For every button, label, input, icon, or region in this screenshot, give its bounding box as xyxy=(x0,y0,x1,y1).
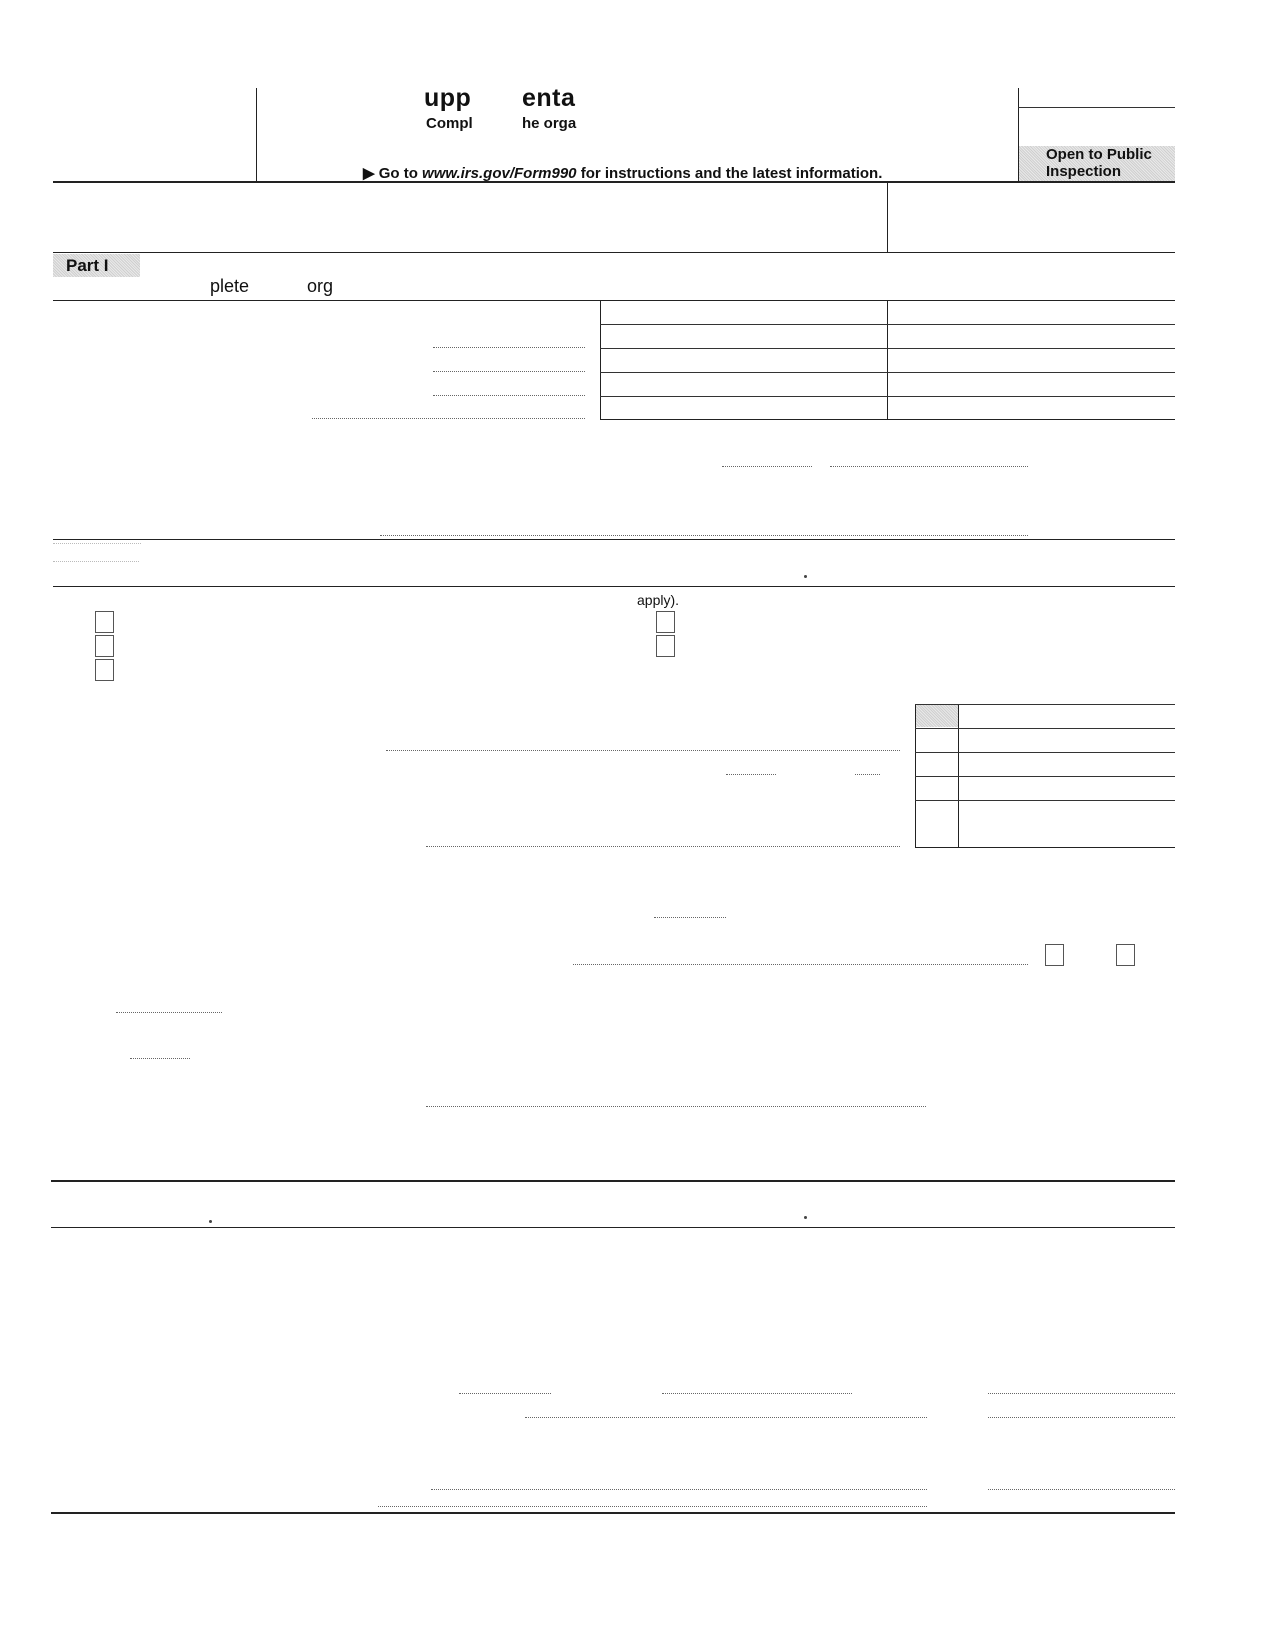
section-rule-1 xyxy=(53,539,1175,540)
open-to-public-line1: Open to Public xyxy=(1046,146,1152,163)
table-bottom-line xyxy=(600,419,1175,420)
table-row-line-2 xyxy=(600,348,1175,349)
instruction-prefix: ▶ Go to xyxy=(363,165,423,182)
leader-dots-22 xyxy=(431,1489,927,1490)
leader-dots-12 xyxy=(654,917,726,918)
table-col-divider-1 xyxy=(600,300,601,419)
checkbox-right-1[interactable] xyxy=(656,611,675,633)
checkbox-right-2[interactable] xyxy=(656,635,675,657)
open-to-public-label xyxy=(1046,146,1152,180)
table-row-line-4 xyxy=(600,396,1175,397)
line-box-top xyxy=(915,704,1175,705)
leader-dots-11 xyxy=(426,846,900,847)
instruction-suffix: for instructions and the latest information. xyxy=(576,165,883,182)
line-number-header-shade xyxy=(916,705,958,727)
section-rule-3 xyxy=(51,1180,1175,1182)
form-title-left: upp xyxy=(424,84,472,112)
part1-label: Part I xyxy=(66,256,109,275)
leader-dots-17 xyxy=(459,1393,551,1394)
no-checkbox[interactable] xyxy=(1116,944,1135,966)
faint-dots-b xyxy=(53,561,139,562)
leader-dots-24 xyxy=(378,1506,927,1507)
leader-dots-18 xyxy=(662,1393,852,1394)
leader-dots-15 xyxy=(130,1058,190,1059)
form-subtitle-left: Compl xyxy=(426,115,473,132)
line-box-bottom xyxy=(915,847,1175,848)
header-left-divider xyxy=(256,88,257,182)
leader-dots-9 xyxy=(726,774,776,775)
line-box-row-1 xyxy=(915,728,1175,729)
line-box-row-3 xyxy=(915,776,1175,777)
leader-dots-14 xyxy=(116,1012,222,1013)
stray-dot-1 xyxy=(804,575,807,578)
leader-dots-3 xyxy=(433,395,585,396)
header-bottom-rule xyxy=(53,181,1175,183)
instructions-line xyxy=(363,164,882,182)
ein-divider xyxy=(887,182,888,252)
instruction-url[interactable]: www.irs.gov/Form990 xyxy=(422,165,577,182)
leader-dots-13 xyxy=(573,964,1028,965)
leader-dots-1 xyxy=(433,347,585,348)
line-box-row-2 xyxy=(915,752,1175,753)
section-rule-4 xyxy=(51,1227,1175,1228)
page-bottom-rule xyxy=(51,1512,1175,1514)
omb-box-line xyxy=(1018,107,1175,108)
part1-subtitle-b: org xyxy=(307,276,334,296)
faint-dots-a xyxy=(53,543,141,544)
open-to-public-line2: Inspection xyxy=(1046,163,1122,180)
apply-text: apply). xyxy=(637,592,680,608)
leader-dots-4 xyxy=(312,418,585,419)
leader-dots-20 xyxy=(525,1417,927,1418)
leader-dots-7 xyxy=(380,535,1028,536)
leader-dots-8 xyxy=(386,750,900,751)
yes-checkbox[interactable] xyxy=(1045,944,1064,966)
name-row-bottom-rule xyxy=(53,252,1175,253)
leader-dots-6 xyxy=(830,466,1028,467)
form-title-right: enta xyxy=(522,84,576,112)
section-rule-2 xyxy=(53,586,1175,587)
form-subtitle-right: he orga xyxy=(522,115,577,132)
checkbox-left-2[interactable] xyxy=(95,635,114,657)
checkbox-left-3[interactable] xyxy=(95,659,114,681)
leader-dots-21 xyxy=(988,1417,1175,1418)
leader-dots-23 xyxy=(988,1489,1175,1490)
stray-dot-3 xyxy=(804,1216,807,1219)
table-row-line-1 xyxy=(600,324,1175,325)
leader-dots-16 xyxy=(426,1106,926,1107)
table-col-divider-2 xyxy=(887,300,888,419)
leader-dots-2 xyxy=(433,371,585,372)
part1-subtitle-a: plete xyxy=(210,276,250,296)
part1-header-rule xyxy=(53,300,1175,301)
table-row-line-3 xyxy=(600,372,1175,373)
line-box-row-4 xyxy=(915,800,1175,801)
leader-dots-19 xyxy=(988,1393,1175,1394)
leader-dots-5 xyxy=(722,466,812,467)
checkbox-left-1[interactable] xyxy=(95,611,114,633)
leader-dots-10 xyxy=(855,774,880,775)
stray-dot-2 xyxy=(209,1220,212,1223)
